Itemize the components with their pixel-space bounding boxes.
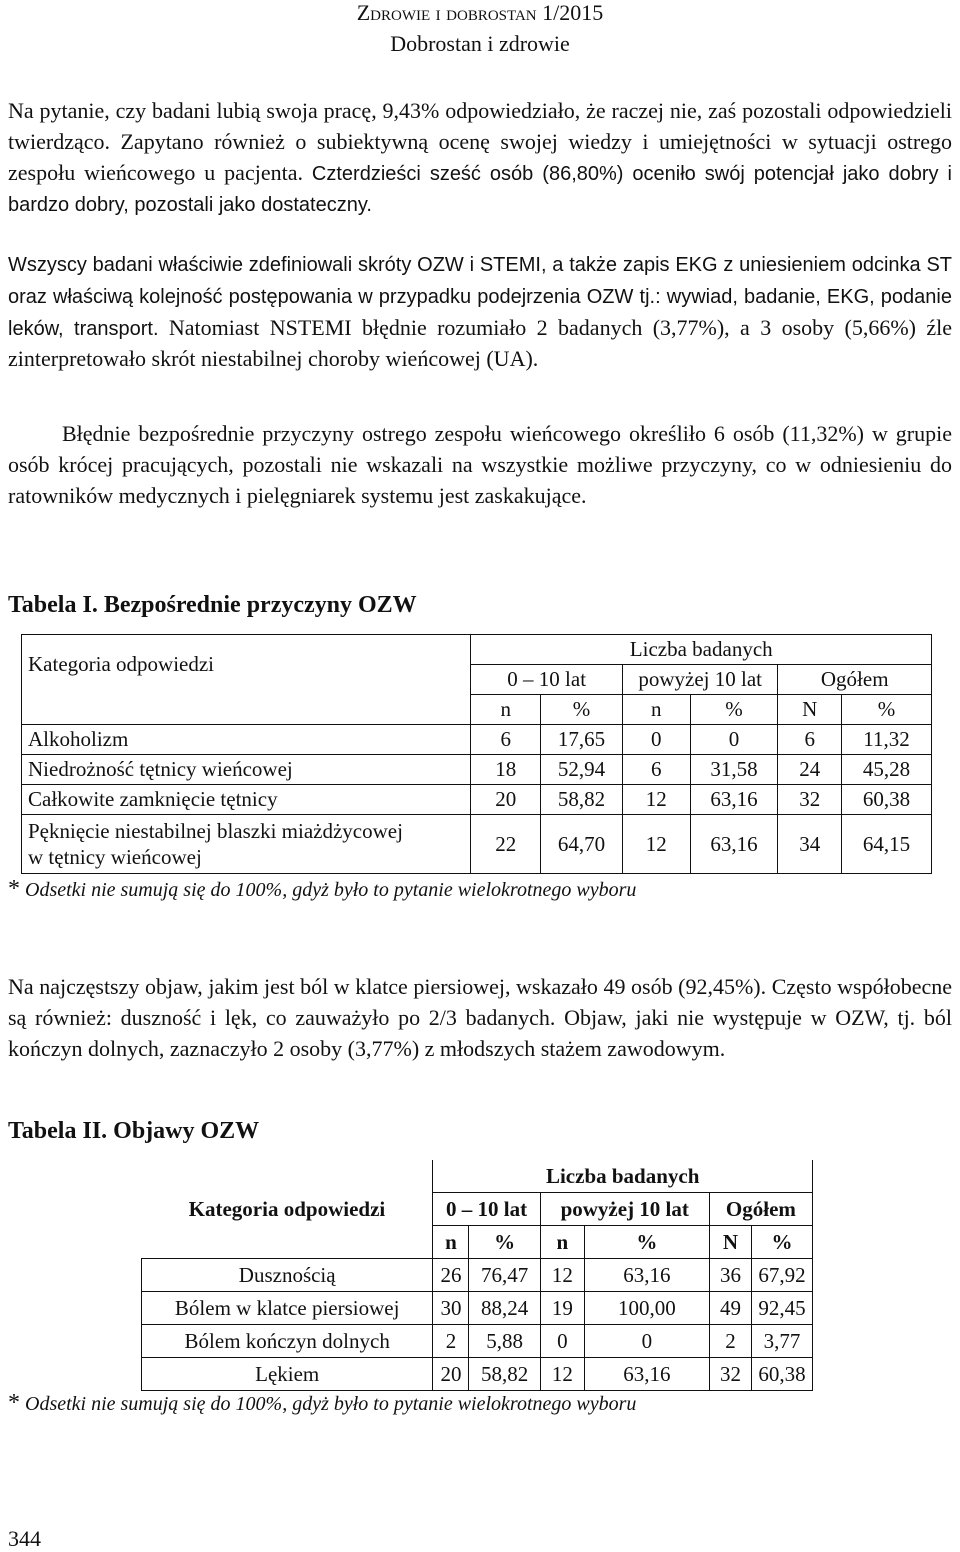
table-2-sub-header: % xyxy=(469,1226,540,1259)
cell: 58,82 xyxy=(469,1358,540,1391)
table-2-sub-header: % xyxy=(752,1226,813,1259)
cell: 17,65 xyxy=(541,725,623,755)
table-2-header-row-3 xyxy=(142,1226,813,1259)
row-label: Całkowite zamknięcie tętnicy xyxy=(22,785,471,815)
cell: 100,00 xyxy=(585,1292,710,1325)
cell: 64,15 xyxy=(842,815,932,874)
table-1-header-row-3 xyxy=(22,695,932,725)
cell: 20 xyxy=(471,785,541,815)
cell: 45,28 xyxy=(842,755,932,785)
table-2-group-header: Liczba badanych xyxy=(433,1160,813,1193)
paragraph-2-sans: Wszyscy badani właściwie zdefiniowali skróty OZW i STEMI, a także zapis EKG z uniesieniem odcinka ST oraz właściwą kolejność postępowania w przypadku podejrzenia OZW tj.: wywiad, badanie, EKG, podanie leków, transport. xyxy=(8,254,952,340)
footnote-text: Odsetki nie sumują się do 100%, gdyż było to pytanie wielokrotnego wyboru xyxy=(20,879,637,901)
cell: 32 xyxy=(709,1358,751,1391)
cell: 6 xyxy=(471,725,541,755)
table-1-header-row-1 xyxy=(22,635,932,665)
table-1-col-group: 0 – 10 lat xyxy=(471,665,622,695)
cell: 11,32 xyxy=(842,725,932,755)
cell: 3,77 xyxy=(752,1325,813,1358)
page-number: 344 xyxy=(8,1526,41,1551)
cell: 36 xyxy=(709,1259,751,1292)
cell: 12 xyxy=(540,1358,584,1391)
cell: 76,47 xyxy=(469,1259,540,1292)
table-1-sub-header: n xyxy=(471,695,541,725)
table-2-sub-header: n xyxy=(433,1226,469,1259)
row-label-line-2: w tętnicy wieńcowej xyxy=(28,845,202,869)
table-1-caption: Tabela I. Bezpośrednie przyczyny OZW xyxy=(8,592,417,618)
cell: 31,58 xyxy=(690,755,778,785)
table-2-category-header: Kategoria odpowiedzi xyxy=(188,1196,386,1221)
paragraph-1-sans: Czterdzieści sześć osób (86,80%) oceniło swój potencjał jako dobry i bardzo dobry, pozostali jako dostateczny. xyxy=(8,162,952,217)
cell: 60,38 xyxy=(752,1358,813,1391)
table-row xyxy=(22,755,932,785)
paragraph-4: Na najczęstszy objaw, jakim jest ból w klatce piersiowej, wskazało 49 osób (92,45%). Często współobecne są również: duszność i lęk, co zauważyło po 2/3 badanych. Objaw, jaki nie występuje w OZW, tj. ból kończyn dolnych, zaznaczyło 2 osoby (3,77%) z młodszych stażem zawodowym. xyxy=(8,974,952,1061)
table-2-col-group: Ogółem xyxy=(709,1193,812,1226)
cell: 0 xyxy=(622,725,690,755)
table-2-sub-header: n xyxy=(540,1226,584,1259)
row-label: Bólem w klatce piersiowej xyxy=(142,1292,433,1325)
cell: 0 xyxy=(690,725,778,755)
row-label: Alkoholizm xyxy=(22,725,471,755)
journal-title: Zdrowie i dobrostan 1/2015 xyxy=(356,0,604,25)
table-row xyxy=(22,725,932,755)
cell: 24 xyxy=(778,755,842,785)
row-label: Niedrożność tętnicy wieńcowej xyxy=(22,755,471,785)
cell: 58,82 xyxy=(541,785,623,815)
table-2-footnote xyxy=(8,1390,636,1417)
row-label: Bólem kończyn dolnych xyxy=(142,1325,433,1358)
cell: 52,94 xyxy=(541,755,623,785)
paragraph-3: Błędnie bezpośrednie przyczyny ostrego zespołu wieńcowego określiło 6 osób (11,32%) w grupie osób krócej pracujących, pozostali nie wskazali na wszystkie możliwe przyczyny, co w odniesieniu do ratowników medycznych i pielęgniarek systemu jest zaskakujące. xyxy=(8,421,952,508)
table-1-sub-header: N xyxy=(778,695,842,725)
paragraph-2 xyxy=(8,249,952,375)
table-1-sub-header: % xyxy=(690,695,778,725)
paragraph-2-serif: Natomiast NSTEMI błędnie rozumiało 2 badanych (3,77%), a 3 osoby (5,66%) źle zinterpretowało skrót niestabilnej choroby wieńcowej (UA). xyxy=(8,314,953,372)
table-1-col-group: Ogółem xyxy=(778,665,932,695)
table-2-header-row-1 xyxy=(142,1160,813,1193)
running-head-section: Dobrostan i zdrowie xyxy=(390,31,570,56)
table-2 xyxy=(141,1160,813,1391)
cell: 12 xyxy=(540,1259,584,1292)
row-label xyxy=(22,815,471,874)
row-label: Dusznością xyxy=(142,1259,433,1292)
cell: 34 xyxy=(778,815,842,874)
cell: 0 xyxy=(540,1325,584,1358)
table-2-header-row-2 xyxy=(142,1193,813,1226)
table-row xyxy=(142,1358,813,1391)
row-label-line-1: Pęknięcie niestabilnej blaszki miażdżycowej xyxy=(28,819,403,843)
running-head-journal xyxy=(0,0,960,26)
table-1 xyxy=(21,634,932,874)
cell: 49 xyxy=(709,1292,751,1325)
cell: 19 xyxy=(540,1292,584,1325)
cell: 63,16 xyxy=(690,815,778,874)
footnote-star: * xyxy=(8,1390,20,1416)
table-2-col-group: powyżej 10 lat xyxy=(540,1193,709,1226)
cell: 32 xyxy=(778,785,842,815)
cell: 92,45 xyxy=(752,1292,813,1325)
table-row xyxy=(22,815,932,874)
cell: 63,16 xyxy=(585,1358,710,1391)
cell: 18 xyxy=(471,755,541,785)
footnote-text: Odsetki nie sumują się do 100%, gdyż było to pytanie wielokrotnego wyboru xyxy=(20,1393,637,1415)
cell: 22 xyxy=(471,815,541,874)
table-2-caption: Tabela II. Objawy OZW xyxy=(8,1118,260,1144)
table-row xyxy=(142,1259,813,1292)
cell: 63,16 xyxy=(690,785,778,815)
paragraph-1 xyxy=(8,96,952,221)
footnote-star: * xyxy=(8,876,20,902)
table-1-sub-header: % xyxy=(842,695,932,725)
table-1-empty-cell xyxy=(22,695,471,725)
cell: 67,92 xyxy=(752,1259,813,1292)
cell: 60,38 xyxy=(842,785,932,815)
table-1-sub-header: n xyxy=(622,695,690,725)
table-1-category-header: Kategoria odpowiedzi xyxy=(22,635,471,695)
cell: 20 xyxy=(433,1358,469,1391)
table-1-sub-header: % xyxy=(541,695,623,725)
table-row xyxy=(22,785,932,815)
cell: 12 xyxy=(622,785,690,815)
cell: 63,16 xyxy=(585,1259,710,1292)
cell: 64,70 xyxy=(541,815,623,874)
table-2-sub-header: % xyxy=(585,1226,710,1259)
table-2-col-group: 0 – 10 lat xyxy=(433,1193,540,1226)
table-row xyxy=(142,1292,813,1325)
table-1-footnote xyxy=(8,876,636,903)
cell: 5,88 xyxy=(469,1325,540,1358)
paragraph-1-serif: Na pytanie, czy badani lubią swoja pracę, 9,43% odpowiedziało, że raczej nie, zaś pozostali odpowiedzieli twierdząco. Zapytano również o subiektywną ocenę swojej wiedzy i umiejętności w sytuacji ostrego zespołu wieńcowego u pacjenta. xyxy=(8,98,952,185)
cell: 6 xyxy=(622,755,690,785)
table-2-empty-cell xyxy=(142,1226,433,1259)
table-2-empty-cell xyxy=(142,1160,433,1193)
cell: 2 xyxy=(709,1325,751,1358)
table-1-group-header: Liczba badanych xyxy=(471,635,932,665)
cell: 12 xyxy=(622,815,690,874)
cell: 2 xyxy=(433,1325,469,1358)
cell: 6 xyxy=(778,725,842,755)
cell: 30 xyxy=(433,1292,469,1325)
table-row xyxy=(142,1325,813,1358)
cell: 26 xyxy=(433,1259,469,1292)
table-2-sub-header: N xyxy=(709,1226,751,1259)
row-label: Lękiem xyxy=(142,1358,433,1391)
table-1-col-group: powyżej 10 lat xyxy=(622,665,778,695)
cell: 88,24 xyxy=(469,1292,540,1325)
cell: 0 xyxy=(585,1325,710,1358)
